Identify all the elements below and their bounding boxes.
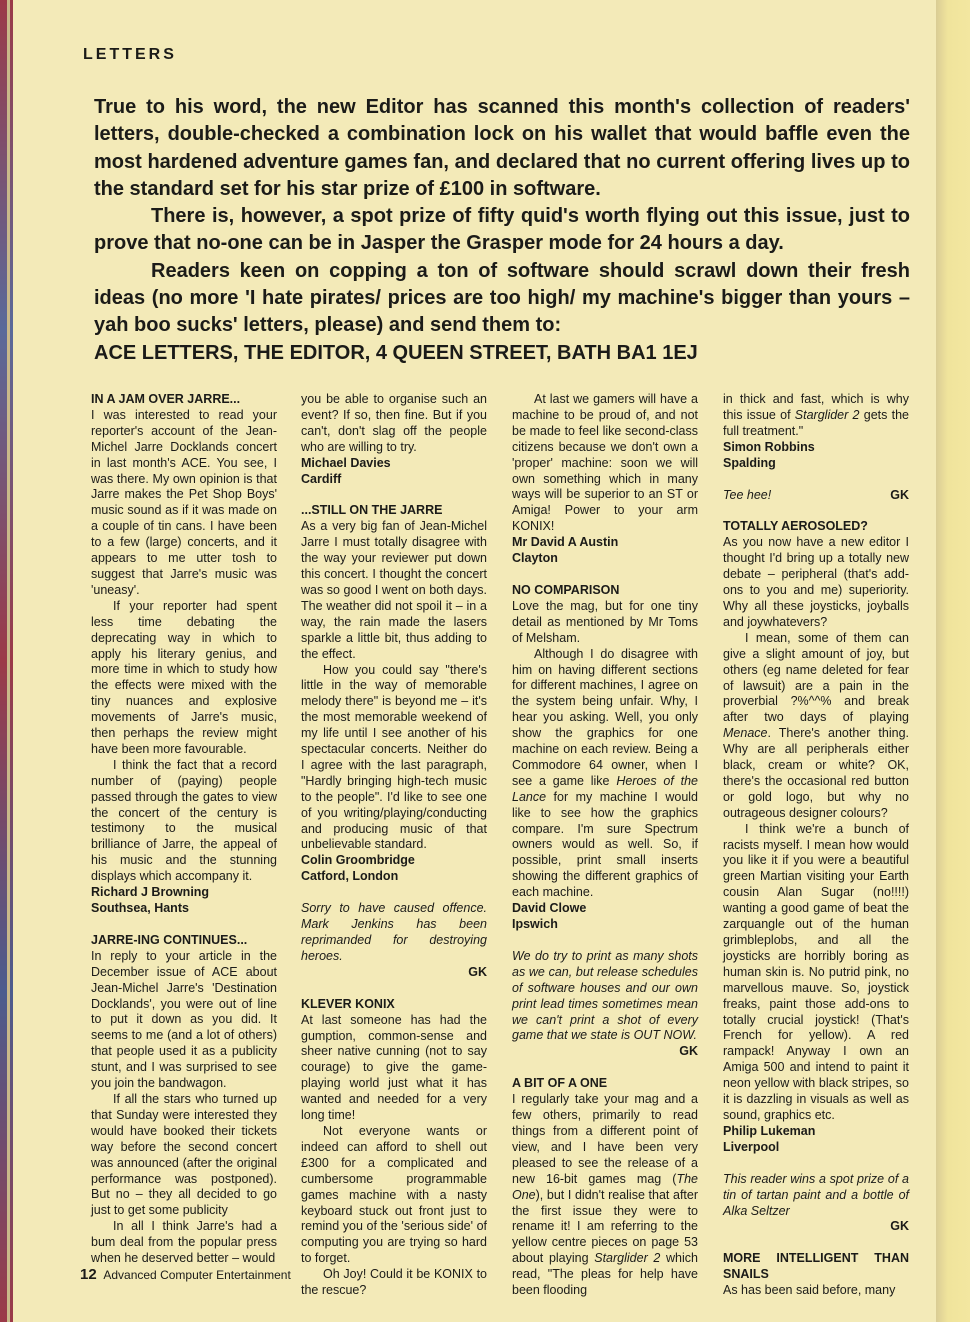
letter-heading: A BIT OF A ONE [512,1076,608,1091]
letter-paragraph: Not everyone wants or indeed can afford to shell out £300 for a complicated and cumbersome programmable games machine with a nasty keyboard stuck out front just to remind you of the 'serious side' of computing you are trying so hard to forget. [301,1123,487,1266]
letter-heading: IN A JAM OVER JARRE... [91,392,241,406]
letter-author: Philip Lukeman [723,1123,816,1138]
letter-paragraph: In reply to your article in the December issue of ACE about Jean-Michel Jarre's 'Destination Docklands', you were out of line to put it down as you did. It seems to me (and a lot of others) that people used it as a publicity stunt, and I was surprised to see you join the bandwagon. [91,948,277,1091]
binding-spine [0,0,13,1322]
editor-reply-text: We do try to print as many shots as we can, but release schedules of software houses and our own print lead times sometimes mean we can't print a shot of every game that we state is OUT NOW. [512,948,698,1043]
letter-author: Colin Groombridge [301,853,415,868]
letter-location: Liverpool [723,1139,780,1154]
page-footer [80,1266,291,1283]
intro-address: ACE LETTERS, THE EDITOR, 4 QUEEN STREET, BATH BA1 1EJ [94,341,698,364]
editor-reply [301,901,487,981]
letter-paragraph: Oh Joy! Could it be KONIX to the rescue? [301,1267,487,1298]
editor-initials: GK [679,1044,698,1059]
letter-author: Mr David A Austin [512,535,619,550]
letter-paragraph: As a very big fan of Jean-Michel Jarre I must totally disagree with the way your reviewer put down this concert. I thought the concert was so good I went on both days. The weather did not spoil it – in a way, the rain made the lasers sparkle a little bit, thus adding to the effect. [301,519,487,661]
intro-block [94,94,910,367]
letter-paragraph: in thick and fast, which is why this issue of Starglider 2 gets the full treatment." [723,392,909,438]
intro-paragraph: There is, however, a spot prize of fifty quid's worth flying out this issue, just to prove that no-one can be in Jasper the Grasper mode for 24 hours a day. [94,205,910,255]
letter-heading: NO COMPARISON [512,582,620,597]
letter-location: Clayton [512,551,558,566]
letter-paragraph: you be able to organise such an event? If so, then fine. But if you can't, don't slag off the people who are willing to try. [301,392,487,454]
letter-paragraph: I mean, some of them can give a slight amount of joy, but others (eg name deleted for fear of lawsuit) are a pain in the proverbial ?%^^% and break after two days of playing Menace. There's another thing. Why are all peripherals either black, cream or white? OK, there's the occasional red button or gold logo, but why no outrageous designer colours? [723,630,909,820]
editor-reply-text: Sorry to have caused offence. Mark Jenkins has been reprimanded for destroying heroes. [301,901,487,963]
letter-location: Catford, London [301,869,399,884]
section-title: LETTERS [83,46,177,63]
letter-location: Ipswich [512,917,558,931]
letter-paragraph: I regularly take your mag and a few others, primarily to read things from a different point of view, and I have been very pleased to see the release of a new 16-bit games mag (The One), but I didn't realise that after the first issue they were to rename it! I am referring to the yellow centre pieces on page 53 about playing Starglider 2 which read, "The pleas for help have been flooding [512,1092,698,1298]
intro-paragraph: Readers keen on copping a ton of software should scrawl down their fresh ideas (no more 'I hate pirates/ prices are too high/ my machine's bigger than yours – yah boo sucks' letters, please) and send them to: [94,259,910,337]
editor-reply-text: This reader wins a spot prize of a tin of tartan paint and a bottle of Alka Seltzer [723,1171,909,1218]
editor-reply-text: Tee hee! [723,487,772,502]
letter-location: Spalding [723,455,776,470]
letter-paragraph: I was interested to read your reporter's account of the Jean-Michel Jarre Docklands concert in last month's ACE. You see, I was there. My own opinion is that Jarre makes the Pet Shop Boys' music sound as if it was made on a couple of tin cans. I have been to a few (large) concerts, and it appears to me utter tosh to suggest that Jarre's music was 'uneasy'. [91,407,277,597]
letter-paragraph: I think we're a bunch of racists myself. I mean how would you like it if you were a beautiful green Martian visiting your Earth cousin Alan Sugar (no!!!!) wanting a good game of beat the zarquangle out of the human grimbleplobs, and all the joysticks are horribly boring as human skin is. No putrid pink, no marvellous mauve. So, joystick freaks, paint those add-ons to totally crucial joystick! (That's French for yellow). A red rampack! Anyway I own an Amiga 500 and intend to paint it neon yellow with black stripes, so it is dazzling in visuals as well as sound, graphics etc. [723,821,909,1122]
letter-heading: ...STILL ON THE JARRE [301,503,443,518]
column-1 [91,392,277,1267]
letter-paragraph: At last we gamers will have a machine to be proud of, and not be made to feel like second-class citizens because we don't own a 'proper' machine: soon we will own something which in many ways will be superior to an ST or Amiga! Power to your arm KONIX! [512,392,698,534]
editor-initials: GK [890,1219,909,1234]
letter-heading: KLEVER KONIX [301,996,395,1011]
page-number: 12 [80,1266,97,1283]
letter-author: Richard J Browning [91,885,210,900]
editor-initials: GK [890,487,909,502]
editor-initials: GK [468,964,487,979]
column-2 [301,392,487,1299]
letter-heading: MORE INTELLIGENT THAN SNAILS [723,1251,909,1282]
letter-author: Simon Robbins [723,439,815,454]
publication-name: Advanced Computer Entertainment [103,1268,291,1282]
letter-paragraph: In all I think Jarre's had a bum deal from the popular press when he deserved better – would [91,1219,277,1266]
letter-paragraph: As you now have a new editor I thought I'd bring up a totally new debate – peripheral (that's add-ons to you and me) superiority. Why all these joysticks, joyballs and joywhatevers? [723,535,909,629]
editor-reply [512,949,698,1060]
editor-reply [723,1172,909,1236]
letter-paragraph: Love the mag, but for one tiny detail as mentioned by Mr Toms of Melsham. [512,598,698,645]
column-4 [723,392,909,1299]
letter-heading: JARRE-ING CONTINUES... [91,932,248,947]
letter-paragraph: As has been said before, many [723,1283,896,1298]
letter-location: Cardiff [301,471,342,486]
letter-paragraph: Although I do disagree with him on having different sections for different machines, I agree on the system being unfair. Why, I hear you asking. Well, you only show the graphics for one machine on each review. Being a Commodore 64 owner, when I see a game like Heroes of the Lance for my machine I would like to see how the graphics compare. I'm sure Spectrum owners would as well. So, if possible, print small inserts showing the different graphics of each machine. [512,646,698,900]
letter-paragraph: How you could say "there's little in the way of memorable melody there" is beyond me – it's the most memorable weekend of my life until I see another of his spectacular concerts. Neither do I agree with the last paragraph, "Hardly bringing high-tech music to the people". I'd like to see one of you writing/playing/conducting and producing music of that unbelievable standard. [301,662,487,852]
letter-location: Southsea, Hants [91,901,189,915]
letter-paragraph: I think the fact that a record number of (paying) people passed through the gates to view the concert of the century is testimony to the musical brilliance of Jarre, the appeal of his music and the stunning displays which accompany it. [91,757,277,884]
editor-reply [723,488,909,504]
letter-paragraph: If your reporter had spent less time debating the deprecating way in which to apply his literary genius, and more time in which to study how the effects were mixed with the tiny nuances and explosive movements of Jarre's music, then perhaps the review might have been more favourable. [91,598,277,756]
page-edge [936,0,970,1322]
column-3 [512,392,698,1299]
intro-paragraph: True to his word, the new Editor has scanned this month's collection of readers' letters, double-checked a combination lock on his wallet that would baffle even the most hardened adventure games fan, and declared that no current offering lives up to the standard set for his star prize of £100 in software. [94,96,910,200]
letter-author: Michael Davies [301,455,391,470]
letter-paragraph: At last someone has had the gumption, common-sense and sheer native cunning (not to say courage) to give the game-playing world just what it has wanted and needed for a very long time! [301,1012,487,1123]
letter-heading: TOTALLY AEROSOLED? [723,519,868,534]
letter-paragraph: If all the stars who turned up that Sunday were interested they would have booked their tickets way before the second concert was announced (after the original performance was postponed). But no – they all decided to go just to get some publicity [91,1091,277,1218]
letter-author: David Clowe [512,901,587,916]
